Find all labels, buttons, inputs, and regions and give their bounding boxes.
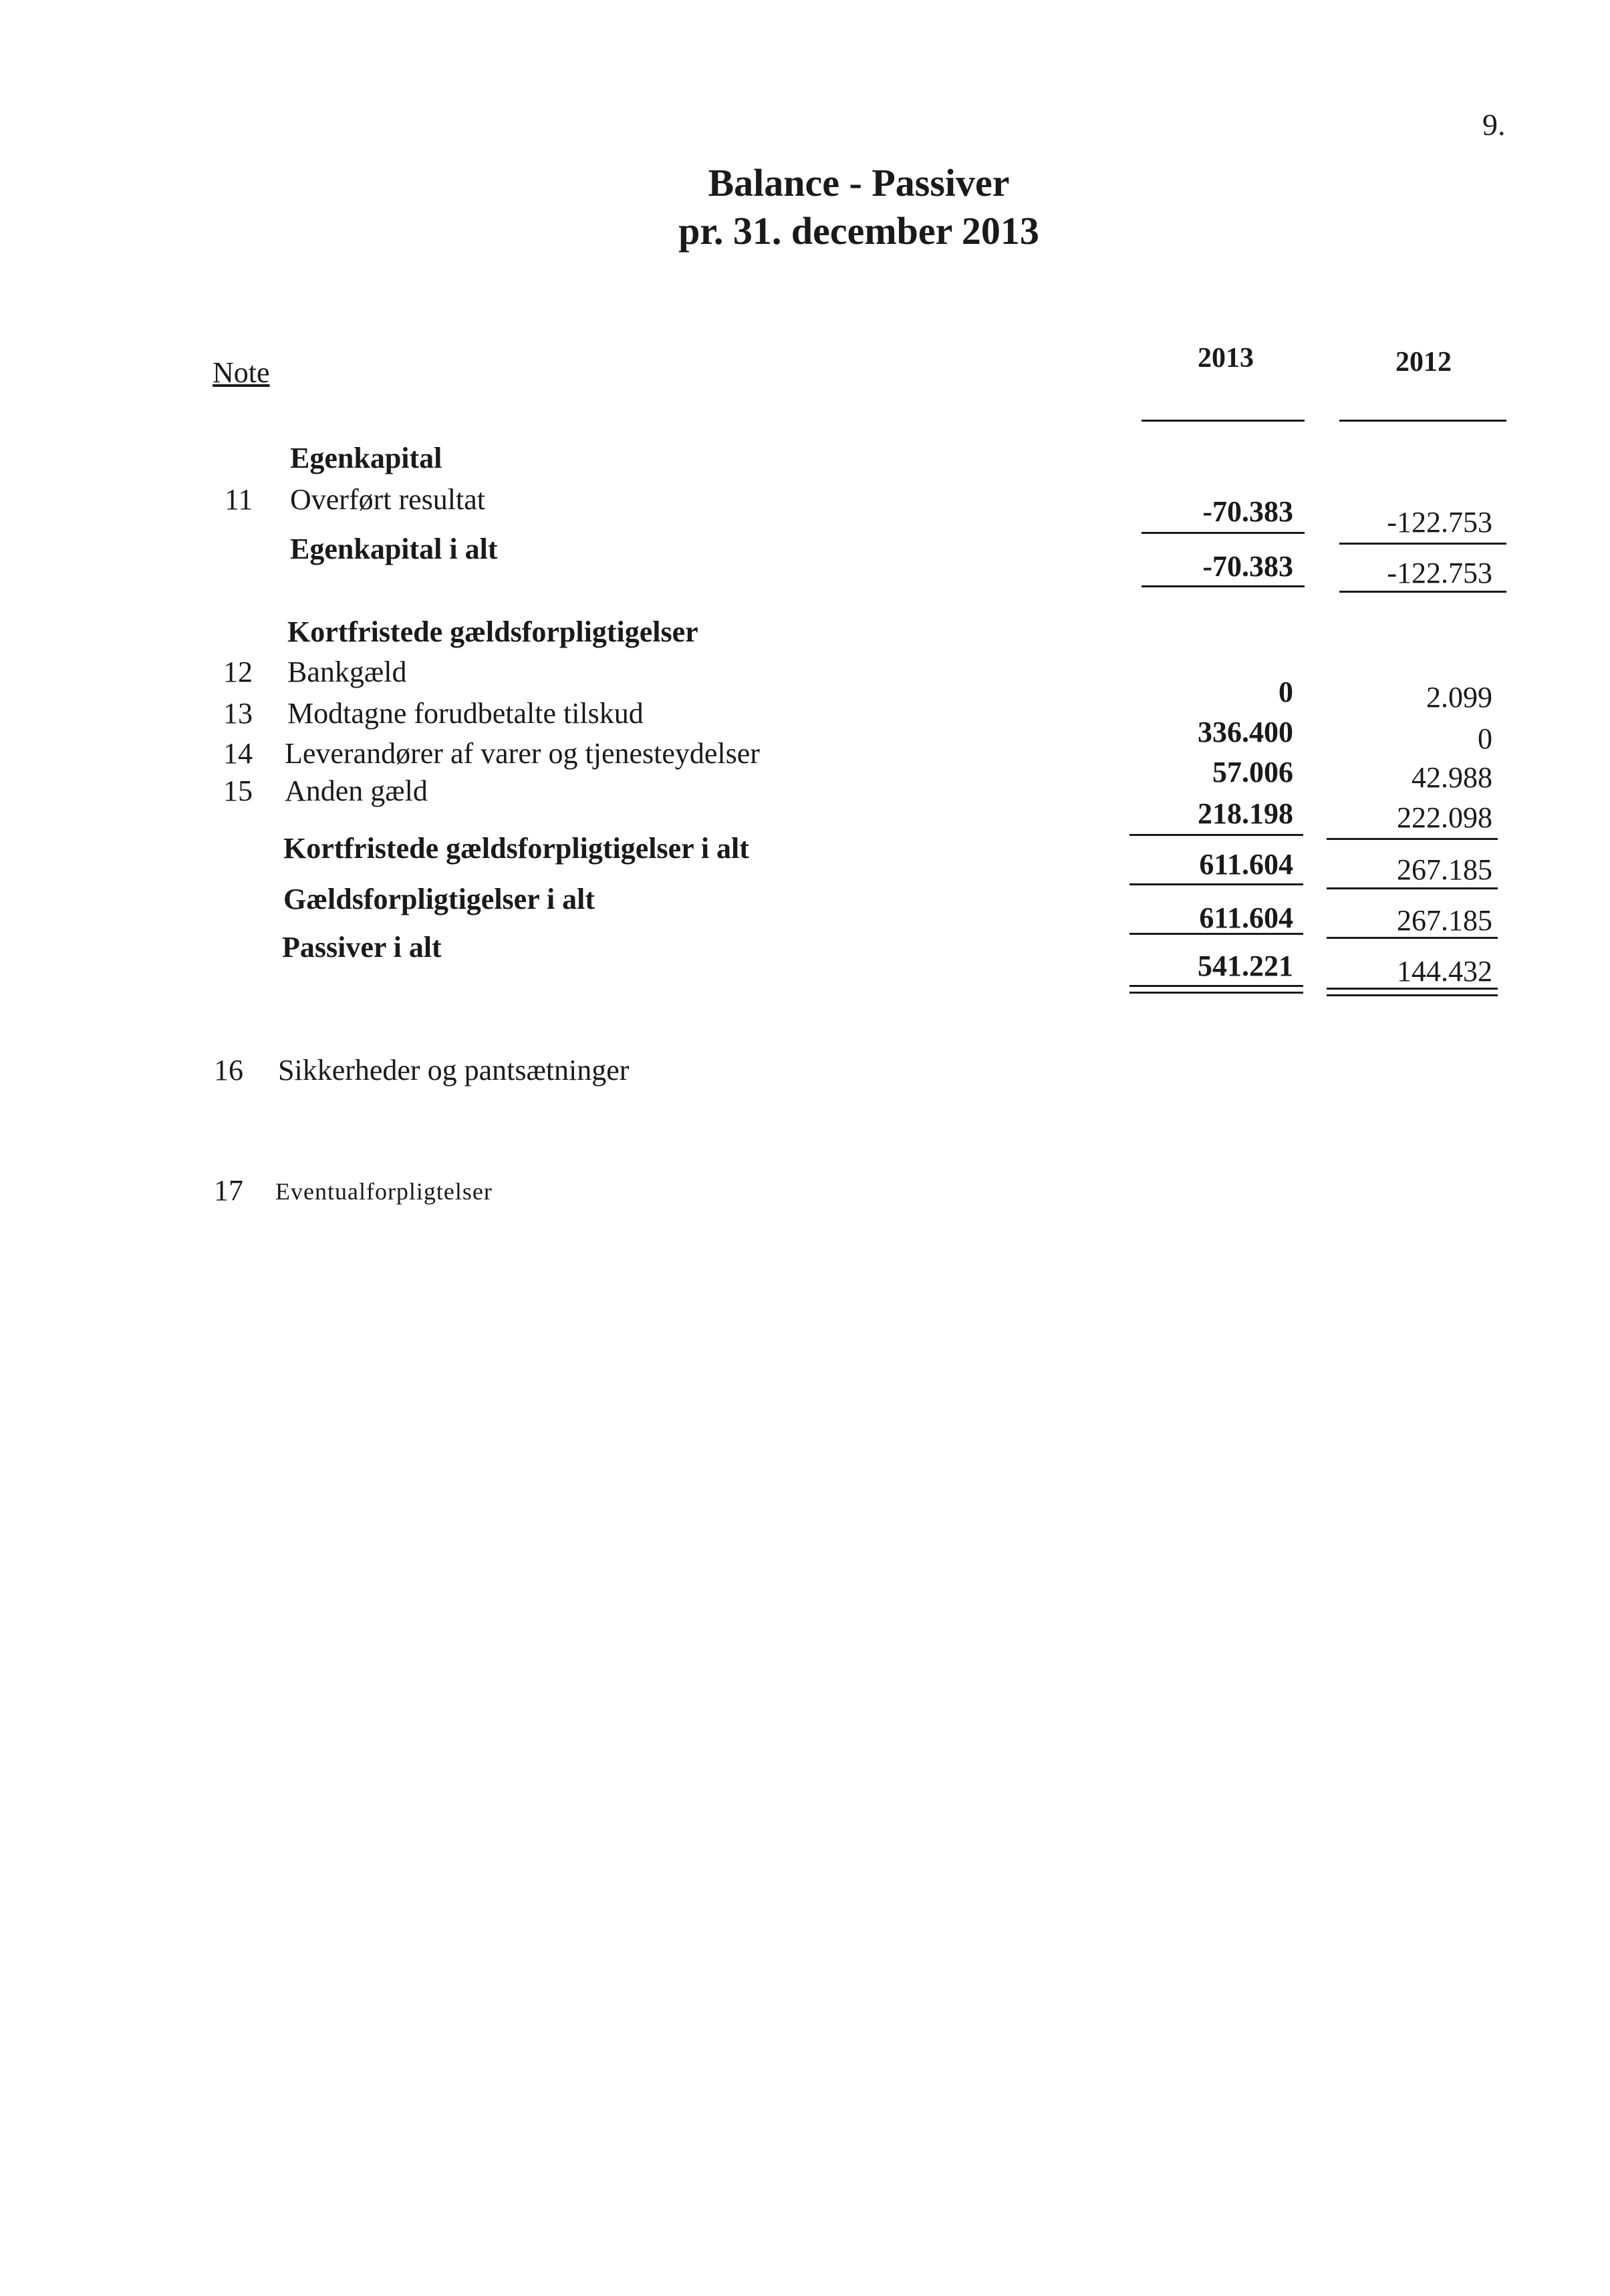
footnote-label: Eventualforpligtelser bbox=[275, 1178, 493, 1205]
row-value-2013: 57.006 bbox=[1212, 756, 1293, 788]
row-value-2012: 42.988 bbox=[1412, 761, 1492, 794]
row-value-2012: 222.098 bbox=[1397, 801, 1492, 834]
row-label: Gældsforpligtigelser i alt bbox=[283, 883, 595, 915]
row-note: 14 bbox=[223, 737, 253, 770]
total-rule-2013 bbox=[1142, 585, 1305, 587]
header-rule-2012 bbox=[1339, 420, 1506, 422]
row-value-2013: 541.221 bbox=[1198, 950, 1293, 982]
row-label: Overført resultat bbox=[290, 483, 485, 516]
row-value-2012: 2.099 bbox=[1426, 681, 1492, 714]
section-heading-egenkapital: Egenkapital bbox=[290, 442, 442, 474]
year-header-2012: 2012 bbox=[1395, 347, 1452, 378]
row-label: Anden gæld bbox=[285, 774, 428, 807]
row-value-2012: 144.432 bbox=[1397, 955, 1492, 988]
table-row bbox=[0, 774, 1610, 834]
row-note: 15 bbox=[223, 774, 253, 807]
row-value-2013: -70.383 bbox=[1202, 550, 1293, 583]
section-heading-kortfristede: Kortfristede gældsforpligtigelser bbox=[287, 615, 698, 648]
table-row-grand-total bbox=[0, 930, 1610, 988]
footnote-row bbox=[0, 1173, 1610, 1213]
row-value-2012: 267.185 bbox=[1397, 904, 1492, 937]
row-label: Egenkapital i alt bbox=[290, 533, 498, 565]
row-label: Kortfristede gældsforpligtigelser i alt bbox=[283, 832, 749, 865]
row-value-2013: 336.400 bbox=[1198, 716, 1293, 748]
table-row bbox=[0, 482, 1610, 539]
page-title: Balance - Passiver bbox=[708, 161, 1010, 204]
row-value-2012: 267.185 bbox=[1397, 853, 1492, 886]
double-rule-2013 bbox=[1129, 985, 1303, 987]
row-value-2013: 218.198 bbox=[1198, 797, 1293, 830]
row-label: Modtagne forudbetalte tilskud bbox=[287, 697, 644, 730]
note-column-header: Note bbox=[213, 356, 270, 389]
row-label: Bankgæld bbox=[287, 656, 407, 688]
double-rule-2013 bbox=[1129, 992, 1303, 994]
page-subtitle: pr. 31. december 2013 bbox=[678, 209, 1039, 253]
row-value-2013: -70.383 bbox=[1202, 495, 1293, 528]
row-value-2013: 611.604 bbox=[1199, 901, 1293, 934]
row-value-2012: -122.753 bbox=[1387, 557, 1492, 589]
footnote-label: Sikkerheder og pantsætninger bbox=[278, 1054, 630, 1087]
row-note: 13 bbox=[223, 697, 253, 730]
table-row-total bbox=[0, 882, 1610, 937]
double-rule-2012 bbox=[1327, 988, 1498, 990]
footnote-note: 17 bbox=[214, 1174, 243, 1207]
row-label: Passiver i alt bbox=[282, 931, 442, 964]
row-note: 12 bbox=[223, 656, 253, 688]
total-rule-2012 bbox=[1339, 591, 1506, 593]
row-value-2013: 0 bbox=[1279, 676, 1293, 708]
row-note: 11 bbox=[225, 483, 253, 516]
header-rule-2013 bbox=[1142, 420, 1305, 422]
row-value-2013: 611.604 bbox=[1199, 848, 1293, 881]
row-value-2012: 0 bbox=[1478, 722, 1492, 755]
page-number: 9. bbox=[1482, 108, 1506, 142]
footnote-row bbox=[0, 1053, 1610, 1093]
footnote-note: 16 bbox=[214, 1054, 243, 1087]
row-value-2012: -122.753 bbox=[1387, 506, 1492, 539]
table-row-total bbox=[0, 831, 1610, 886]
table-row-total bbox=[0, 532, 1610, 589]
year-header-2013: 2013 bbox=[1198, 343, 1254, 374]
row-label: Leverandører af varer og tjenesteydelser bbox=[285, 737, 760, 770]
double-rule-2012 bbox=[1327, 994, 1498, 996]
